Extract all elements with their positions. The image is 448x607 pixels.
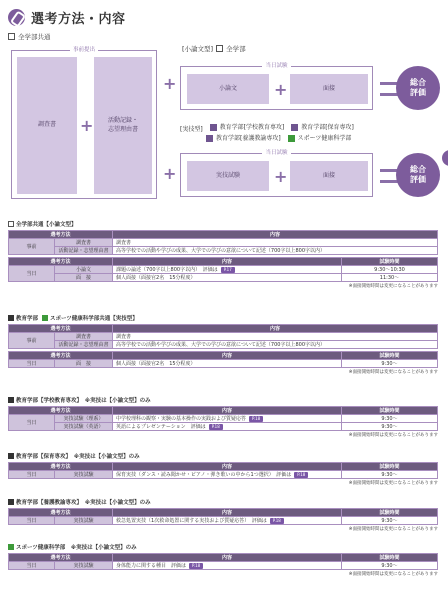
section-title: 教育学部【保育専攻】 ※実技は【小論文型】のみ: [16, 454, 140, 460]
checkbox-icon: [8, 33, 15, 40]
note: ※面接開始時間は変更になることがあります: [348, 284, 438, 289]
section-sports: [8, 543, 438, 577]
section-childcare: [8, 452, 438, 486]
section-title: 全学部共通【小論文型】: [16, 222, 77, 228]
pencil-icon: [8, 9, 25, 26]
table-day: 選考方法 内容 試験時間 当日 面 接 個人面接（面接官2名 15分程度） 9:30～: [8, 351, 438, 368]
common-label: [8, 32, 51, 41]
section-school-nurse: [8, 498, 438, 532]
note: ※面接開始時間は変更になることがあります: [348, 433, 438, 438]
row2-practical: 実技試験: [187, 161, 269, 191]
section-title: 教育学部【学校教育専攻】 ※実技は【小論文型】のみ: [16, 398, 151, 404]
row1-label: [182, 44, 246, 53]
plus-sign: +: [274, 80, 288, 99]
table-day: 選考方法 内容 試験時間 当日 実技試験 保育実技（ダンス・読み聞かせ・ピアノ・弾き歌いの中から1つ選択） 評価は P.18 9:30～: [8, 462, 438, 479]
plus-sign: +: [163, 164, 177, 183]
page-ref-badge[interactable]: P.18: [294, 472, 308, 478]
table-day: 選考方法 内容 試験時間 当日 実技試験 救急処置実技（1次救命処置に関する実技および質疑応答） 評価は P.18 9:30～: [8, 508, 438, 525]
table-day: 選考方法 内容 試験時間 当日 小論文 課題の論述（700字以上800字以内） 評価は P.17 9:30～10:30 面 接 個人面接（面接官2名 15分程度） 11:30～: [8, 257, 438, 282]
page-title: 選考方法・内容: [31, 11, 126, 27]
table-day: 選考方法 内容 試験時間 当日 実技試験 身体能力に関する種目 評価は P.18 9:30～: [8, 553, 438, 570]
row2-header: 当日試験: [262, 150, 290, 156]
section-practical-common: [8, 314, 438, 375]
table-day: 選考方法 内容 試験時間 当日 実技試験（理系） 中学校理科の観察・実験の基本操作の実践および質疑応答 P.18 9:30～ 実技試験（英語） 英語によるプレゼンテーション 評価は P.18 9:30～: [8, 406, 438, 431]
legend-item: 教育学部[養護教諭専攻]: [216, 135, 281, 142]
page-header: [8, 7, 126, 27]
legend-item: 教育学部[学校教育専攻]: [219, 124, 285, 131]
row1-faculty: 全学部: [226, 45, 246, 53]
section-title: スポーツ健康科学部共通【実技型】: [50, 316, 138, 322]
plus-sign: +: [274, 167, 288, 186]
page-ref-badge[interactable]: P.17: [221, 267, 235, 273]
plus-sign: +: [80, 116, 94, 135]
row1-type: [小論文型]: [182, 45, 214, 53]
checkbox-icon: [216, 45, 223, 52]
checkbox-icon: [8, 221, 14, 227]
prior-header: 事前提出: [70, 47, 98, 53]
note: ※面接開始時間は変更になることがあります: [348, 481, 438, 486]
note: ※面接開始時間は変更になることがあります: [348, 527, 438, 532]
common-label-text: 全学部共通: [18, 33, 51, 41]
page-ref-badge[interactable]: P.18: [189, 563, 203, 569]
prior-doc-transcript: 調査書: [17, 57, 77, 194]
section-school-education: [8, 396, 438, 438]
overall-evaluation-1: 総合 評価: [396, 66, 440, 110]
section-title: スポーツ健康科学部 ※実技は【小論文型】のみ: [16, 545, 137, 551]
table-prior: 選考方法 内容 事前 調査書 調査書 活動記録・志望理由書 高等学校での活動や学びの成果、大学での学びの意欲について記述（700字以上800字以内）: [8, 230, 438, 255]
row2-interview: 面接: [290, 161, 368, 191]
row1-interview: 面接: [290, 74, 368, 104]
page-ref-badge[interactable]: P.18: [209, 424, 223, 430]
overall-evaluation-2: 総合 評価: [396, 153, 440, 197]
prior-doc-activity: 活動記録・ 志望理由書: [94, 57, 152, 194]
note: ※面接開始時間は変更になることがあります: [348, 572, 438, 577]
row1-header: 当日試験: [262, 63, 290, 69]
section-title: 教育学部: [16, 316, 39, 322]
legend-item: 教育学部[保育専攻]: [301, 124, 354, 131]
page-ref-badge[interactable]: P.18: [249, 416, 263, 422]
note: ※面接開始時間は変更になることがあります: [348, 370, 438, 375]
page-ref-badge[interactable]: P.18: [270, 518, 284, 524]
page-tab-marker[interactable]: [442, 150, 448, 166]
row1-essay: 小論文: [187, 74, 269, 104]
legend-item: スポーツ健康科学部: [297, 135, 352, 142]
section-essay-all: [8, 220, 438, 289]
table-prior: 選考方法 内容 事前 調査書 調査書 活動記録・志望理由書 高等学校での活動や学びの成果、大学での学びの意欲について記述（700字以上800字以内）: [8, 324, 438, 349]
plus-sign: +: [163, 74, 177, 93]
row2-type: [実技型]: [180, 126, 203, 133]
section-title: 教育学部【養護教諭専攻】 ※実技は【小論文型】のみ: [16, 500, 151, 506]
row2-legend: [180, 123, 390, 145]
